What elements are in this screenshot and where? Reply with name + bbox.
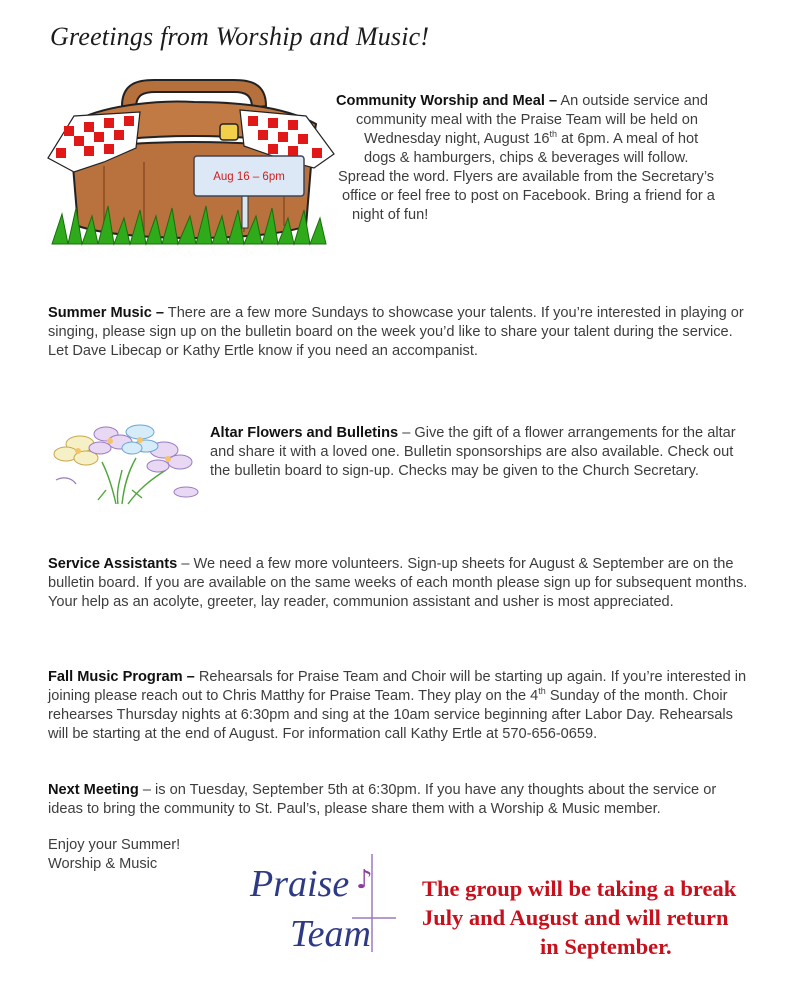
praise-team-logo <box>244 848 404 958</box>
summer-music-heading: Summer Music – <box>48 305 164 321</box>
break-note: The group will be taking a break July and August and will return in September. <box>422 876 737 959</box>
closing <box>48 836 180 874</box>
picnic-basket-illustration <box>44 76 336 246</box>
fall-music-heading: Fall Music Program – <box>48 669 195 685</box>
basket-sign-text: Aug 16 – 6pm <box>213 171 285 183</box>
page-title: Greetings from Worship and Music! <box>50 22 430 51</box>
altar-flowers-section: Altar Flowers and Bulletins – Give the gift of a flower arrangements for the altar and share it with a loved one. Bulletin sponsorships are also available. Check out the bulletin board to sign-up. Checks may be given to the Church Secretary. <box>210 425 736 479</box>
closing-line: Enjoy your Summer! <box>48 837 181 853</box>
community-section: Community Worship and Meal – An outside service and community meal with the Praise Team will be held on Wednesday night, August 16th at 6pm. A meal of hot dogs & hamburgers, chips & beverages will follow. Spread the word. Flyers are available from the Secretary’s office or feel free to post on Facebook. Bring a friend for a night of fun! <box>336 93 715 223</box>
fall-music-section: Fall Music Program – Rehearsals for Praise Team and Choir will be starting up again. If you’re interested in joining please reach out to Chris Matthy for Praise Team. They play on the 4th Sunday of the month. Choir rehearses Thursday nights at 6:30pm and sing at the 10am service beginning after Labor Day. Rehearsals will be starting at the end of August. For information call Kathy Ertle at 570-656-0659. <box>48 669 747 742</box>
community-heading: Community Worship and Meal – <box>336 93 558 109</box>
flowers-illustration <box>46 420 202 508</box>
next-meeting-section: Next Meeting – is on Tuesday, September 5th at 6:30pm. If you have any thoughts about the service or ideas to bring the community to St. Paul’s, please share them with a Worship & Music member. <box>48 782 717 817</box>
altar-flowers-heading: Altar Flowers and Bulletins <box>210 425 399 441</box>
logo-word-team: Team <box>290 913 371 955</box>
logo-word-praise: Praise <box>250 863 350 905</box>
service-assistants-heading: Service Assistants <box>48 556 178 572</box>
music-note-icon: ♪ <box>356 865 373 895</box>
service-assistants-section: Service Assistants – We need a few more volunteers. Sign-up sheets for August & September are on the bulletin board. If you are available on the same weeks of each month please sign up for subsequent months. Your help as an acolyte, greeter, lay reader, communion assistant and usher is most appreciated. <box>48 556 748 610</box>
summer-music-section: Summer Music – There are a few more Sundays to showcase your talents. If you’re interested in playing or singing, please sign up on the bulletin board on the week you’d like to share your talent during the service. Let Dave Libecap or Kathy Ertle know if you need an accompanist. <box>48 305 744 359</box>
next-meeting-heading: Next Meeting <box>48 782 139 798</box>
signature-line: Worship & Music <box>48 856 158 872</box>
